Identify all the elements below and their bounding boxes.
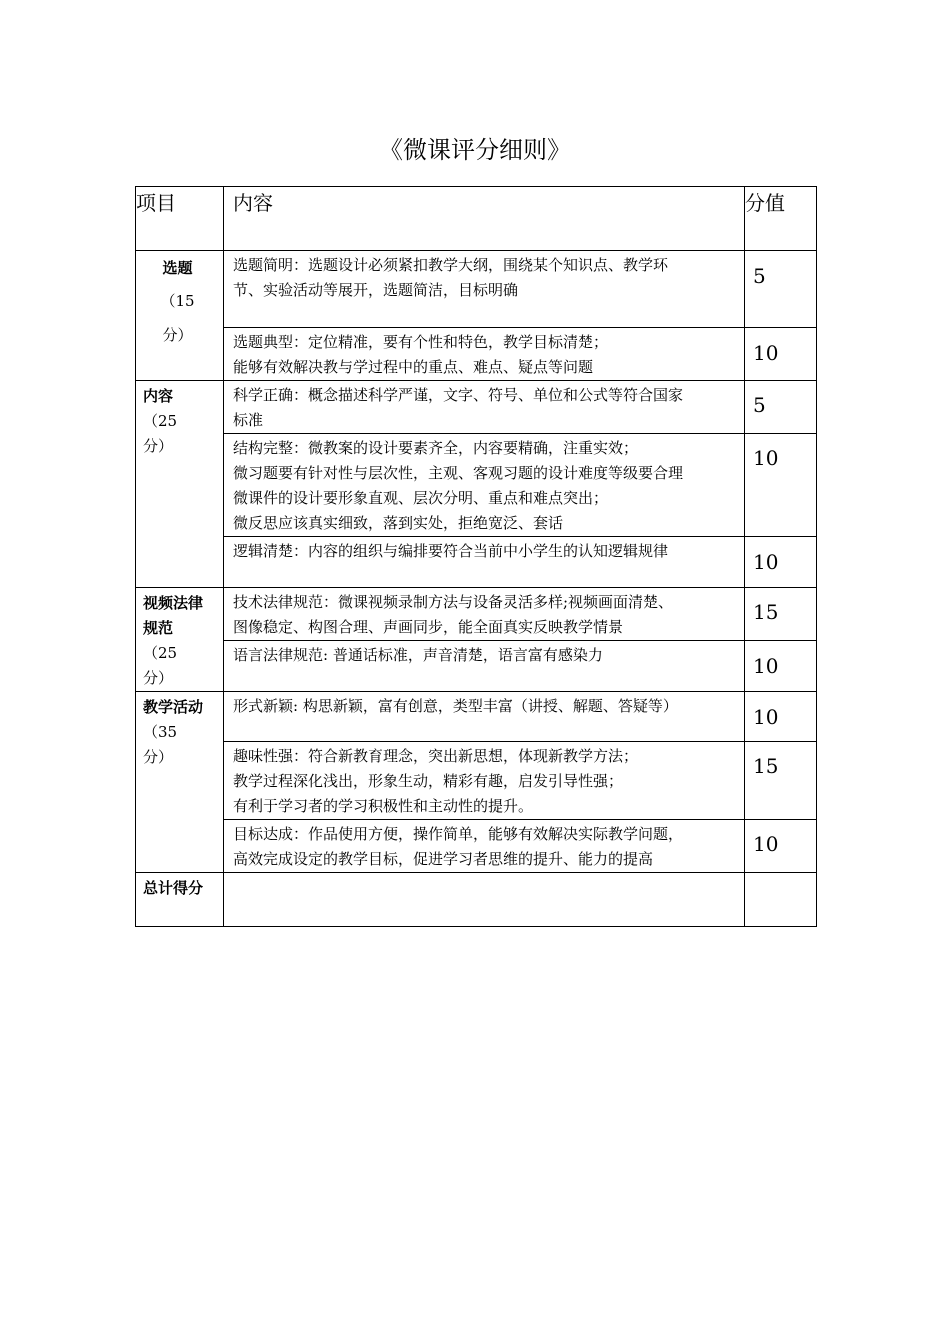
category-name: 选题: [162, 259, 193, 277]
criterion-score: [745, 742, 817, 820]
criterion-score: [745, 588, 817, 641]
criterion-line: 标准: [233, 411, 264, 429]
category-name: 内容: [143, 387, 174, 405]
table-row: [136, 820, 817, 873]
criterion-content: [224, 251, 745, 328]
criterion-line: 微课件的设计要形象直观、层次分明、重点和难点突出；: [233, 489, 609, 507]
criterion-score: [745, 251, 817, 328]
criterion-content: [224, 820, 745, 873]
criterion-content: [224, 641, 745, 692]
criterion-line: 形式新颖: 构思新颖，富有创意，类型丰富（讲授、解题、答疑等）: [233, 697, 678, 715]
table-row: [136, 434, 817, 537]
criterion-score: [745, 820, 817, 873]
category-name: 视频法律: [143, 594, 204, 612]
score-value: 15: [753, 600, 779, 624]
total-row: [136, 873, 817, 927]
category-points: 分）: [143, 437, 174, 455]
criterion-line: 结构完整：微教案的设计要素齐全，内容要精确，注重实效；: [233, 439, 639, 457]
criterion-score: [745, 641, 817, 692]
table-row: [136, 641, 817, 692]
table-row: [136, 537, 817, 588]
header-content: 内容: [224, 187, 745, 251]
criterion-score: [745, 381, 817, 434]
score-value: 15: [753, 754, 779, 778]
score-value: 5: [753, 393, 766, 417]
score-value: 5: [753, 264, 766, 288]
score-value: 10: [753, 446, 779, 470]
category-video-standards: [136, 588, 224, 692]
score-value: 10: [753, 341, 779, 365]
criterion-line: 逻辑清楚：内容的组织与编排要符合当前中小学生的认知逻辑规律: [233, 542, 669, 560]
category-points: （15: [160, 292, 195, 310]
table-row: [136, 588, 817, 641]
table-row: [136, 692, 817, 742]
criterion-line: 选题典型：定位精准，要有个性和特色，教学目标清楚；: [233, 333, 609, 351]
criterion-line: 技术法律规范：微课视频录制方法与设备灵活多样;视频画面清楚、: [233, 593, 674, 611]
category-points: 分）: [143, 748, 174, 766]
category-name: 教学活动: [143, 698, 204, 716]
criterion-score: [745, 434, 817, 537]
criterion-score: [745, 537, 817, 588]
table-row: [136, 742, 817, 820]
table-header-row: [136, 187, 817, 251]
criterion-content: [224, 742, 745, 820]
criterion-line: 能够有效解决教与学过程中的重点、难点、疑点等问题: [233, 358, 594, 376]
table-row: [136, 381, 817, 434]
category-name: 规范: [143, 619, 174, 637]
category-points: （25: [143, 412, 178, 430]
category-points: （25: [143, 644, 178, 662]
scoring-rubric-table: [135, 186, 817, 927]
category-topic: [136, 251, 224, 381]
header-item: 项目: [136, 187, 224, 251]
criterion-line: 科学正确：概念描述科学严谨，文字、符号、单位和公式等符合国家: [233, 386, 684, 404]
category-content: [136, 381, 224, 588]
criterion-content: [224, 328, 745, 381]
criterion-line: 节、实验活动等展开，选题简洁，目标明确: [233, 281, 519, 299]
score-value: 10: [753, 550, 779, 574]
criterion-line: 选题简明：选题设计必须紧扣教学大纲，围绕某个知识点、教学环: [233, 256, 669, 274]
category-points: （35: [143, 723, 178, 741]
criterion-line: 有利于学习者的学习积极性和主动性的提升。: [233, 797, 534, 815]
criterion-content: [224, 588, 745, 641]
category-points: 分）: [143, 669, 174, 687]
total-content: [224, 873, 745, 927]
category-teaching-activity: [136, 692, 224, 873]
criterion-content: [224, 381, 745, 434]
criterion-line: 微反思应该真实细致，落到实处，拒绝宽泛、套话: [233, 514, 564, 532]
header-score: 分值: [745, 187, 817, 251]
table-row: [136, 251, 817, 328]
score-value: 10: [753, 654, 779, 678]
criterion-content: [224, 692, 745, 742]
criterion-line: 微习题要有针对性与层次性，主观、客观习题的设计难度等级要合理: [233, 464, 684, 482]
criterion-line: 趣味性强：符合新教育理念，突出新思想，体现新教学方法；: [233, 747, 639, 765]
criterion-line: 高效完成设定的教学目标，促进学习者思维的提升、能力的提高: [233, 850, 654, 868]
score-value: 10: [753, 832, 779, 856]
criterion-content: [224, 434, 745, 537]
total-score: [745, 873, 817, 927]
criterion-score: [745, 328, 817, 381]
criterion-line: 目标达成：作品使用方便，操作简单，能够有效解决实际教学问题，: [233, 825, 684, 843]
criterion-line: 图像稳定、构图合理、声画同步，能全面真实反映教学情景: [233, 618, 624, 636]
table-row: [136, 328, 817, 381]
document-title: 《微课评分细则》: [379, 136, 571, 164]
criterion-line: 教学过程深化浅出，形象生动，精彩有趣，启发引导性强；: [233, 772, 624, 790]
total-label: 总计得分: [136, 873, 224, 927]
category-points: 分）: [162, 326, 193, 344]
criterion-content: [224, 537, 745, 588]
score-value: 10: [753, 705, 779, 729]
criterion-score: [745, 692, 817, 742]
criterion-line: 语言法律规范: 普通话标准，声音清楚，语言富有感染力: [233, 646, 603, 664]
